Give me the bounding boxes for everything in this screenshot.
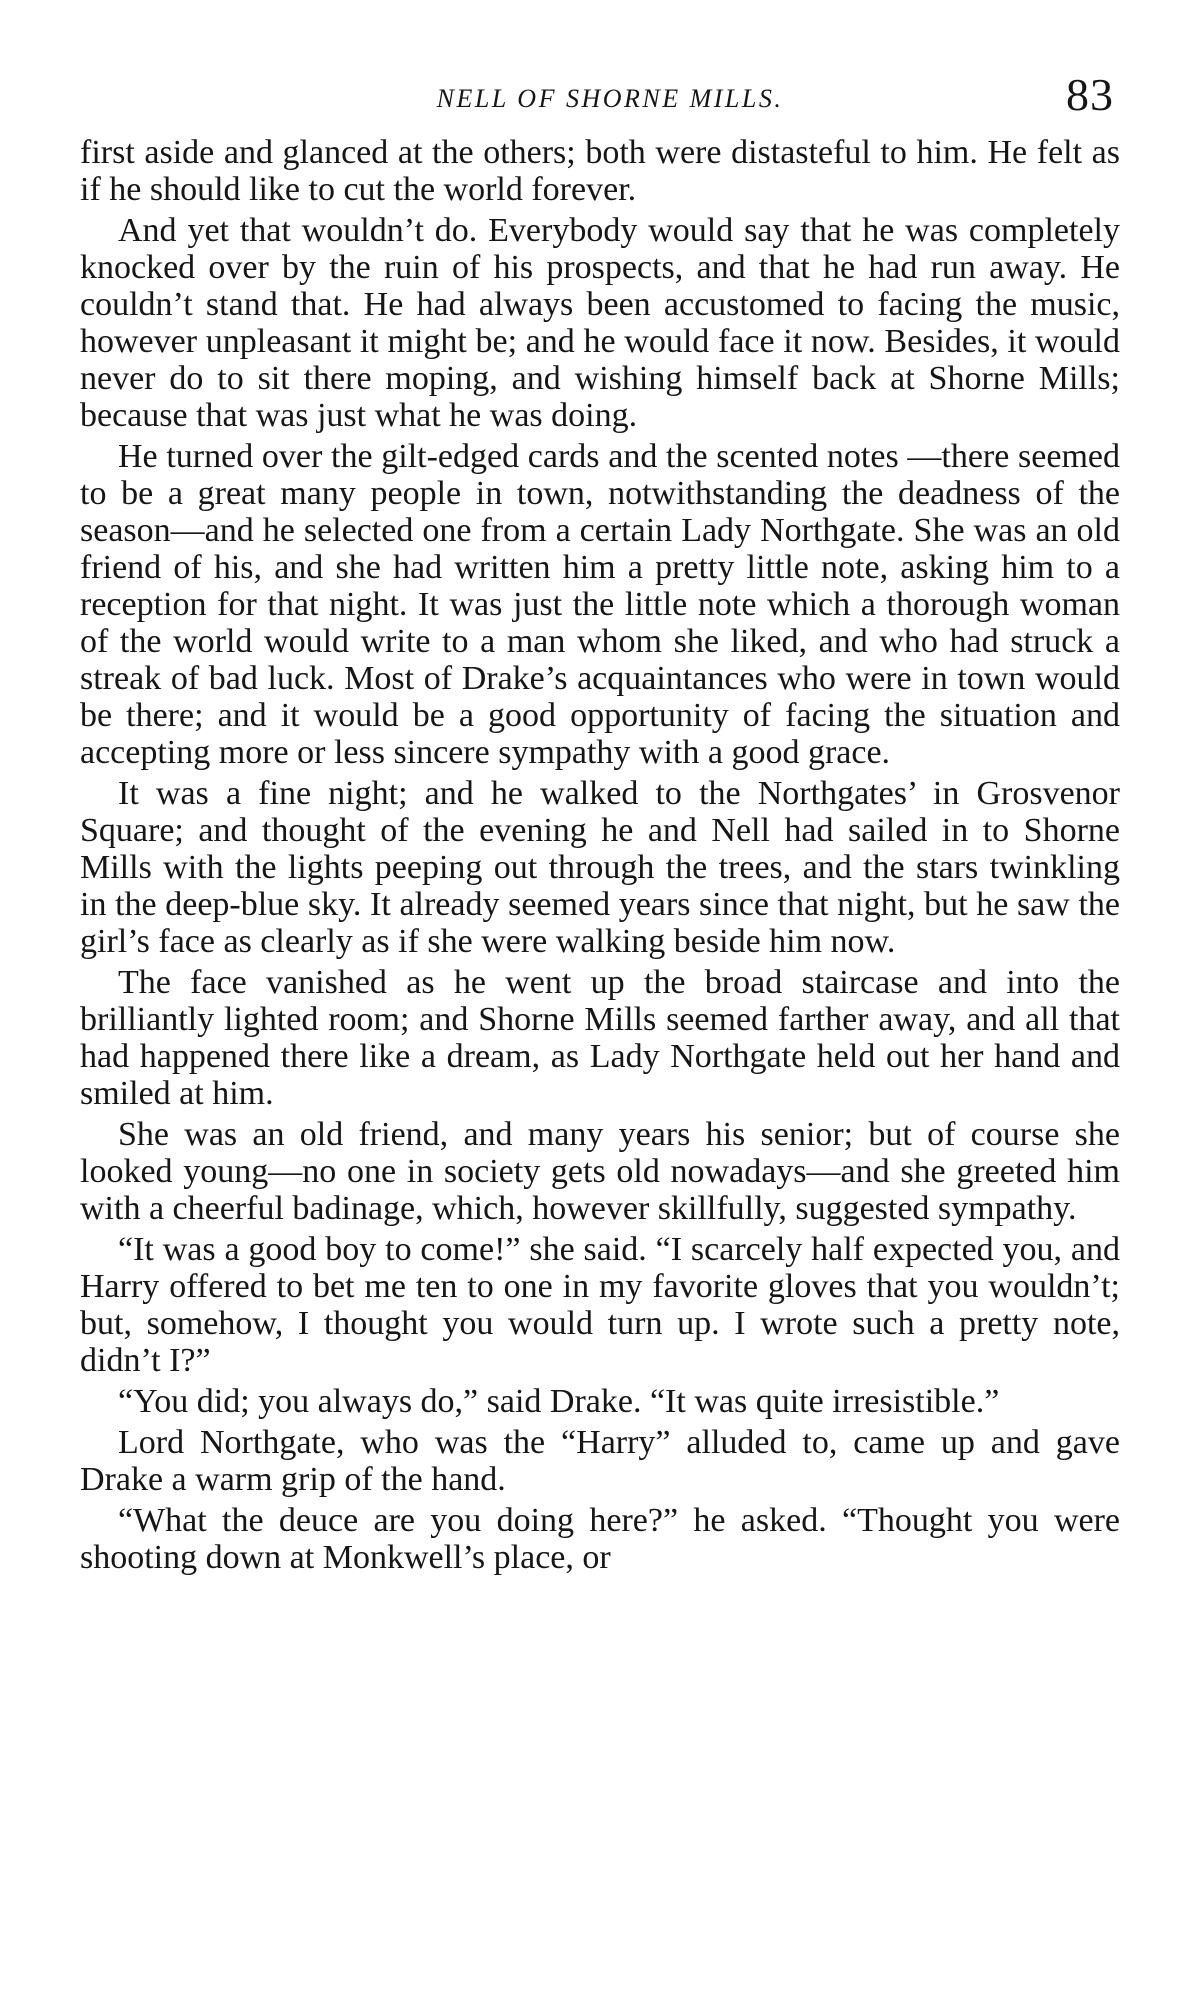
paragraph: first aside and glanced at the others; both were distasteful to him. He felt as if he should like to cut the world forever. bbox=[80, 134, 1120, 208]
book-page bbox=[80, 62, 1120, 1580]
paragraph: It was a fine night; and he walked to the Northgates’ in Grosvenor Square; and thought of the evening he and Nell had sailed in to Shorne Mills with the lights peeping out through the trees, and the stars twinkling in the deep-blue sky. It already seemed years since that night, but he saw the girl’s face as clearly as if she were walking beside him now. bbox=[80, 775, 1120, 960]
paragraph: And yet that wouldn’t do. Everybody would say that he was completely knocked over by the ruin of his prospects, and that he had run away. He couldn’t stand that. He had always been accustomed to facing the music, however unpleasant it might be; and he would face it now. Besides, it would never do to sit there moping, and wishing himself back at Shorne Mills; because that was just what he was doing. bbox=[80, 212, 1120, 434]
paragraph: Lord Northgate, who was the “Harry” alluded to, came up and gave Drake a warm grip of the hand. bbox=[80, 1424, 1120, 1498]
running-header bbox=[80, 62, 1120, 120]
paragraph: The face vanished as he went up the broad staircase and into the brilliantly lighted room; and Shorne Mills seemed farther away, and all that had happened there like a dream, as Lady Northgate held out her hand and smiled at him. bbox=[80, 964, 1120, 1112]
paragraph: “What the deuce are you doing here?” he asked. “Thought you were shooting down at Monkwell’s place, or bbox=[80, 1502, 1120, 1576]
paragraph: He turned over the gilt-edged cards and the scented notes —there seemed to be a great many people in town, notwithstanding the deadness of the season—and he selected one from a certain Lady Northgate. She was an old friend of his, and she had written him a pretty little note, asking him to a reception for that night. It was just the little note which a thorough woman of the world would write to a man whom she liked, and who had struck a streak of bad luck. Most of Drake’s acquaintances who were in town would be there; and it would be a good opportunity of facing the situation and accepting more or less sincere sympathy with a good grace. bbox=[80, 438, 1120, 771]
running-title: NELL OF SHORNE MILLS. bbox=[436, 84, 784, 113]
page-number: 83 bbox=[1066, 69, 1114, 120]
paragraph: She was an old friend, and many years his senior; but of course she looked young—no one in society gets old nowadays—and she greeted him with a cheerful badinage, which, however skillfully, suggested sympathy. bbox=[80, 1116, 1120, 1227]
paragraph: “It was a good boy to come!” she said. “I scarcely half expected you, and Harry offered to bet me ten to one in my favorite gloves that you wouldn’t; but, somehow, I thought you would turn up. I wrote such a pretty note, didn’t I?” bbox=[80, 1231, 1120, 1379]
body-text bbox=[80, 134, 1120, 1576]
paragraph: “You did; you always do,” said Drake. “It was quite irresistible.” bbox=[118, 1383, 1000, 1420]
